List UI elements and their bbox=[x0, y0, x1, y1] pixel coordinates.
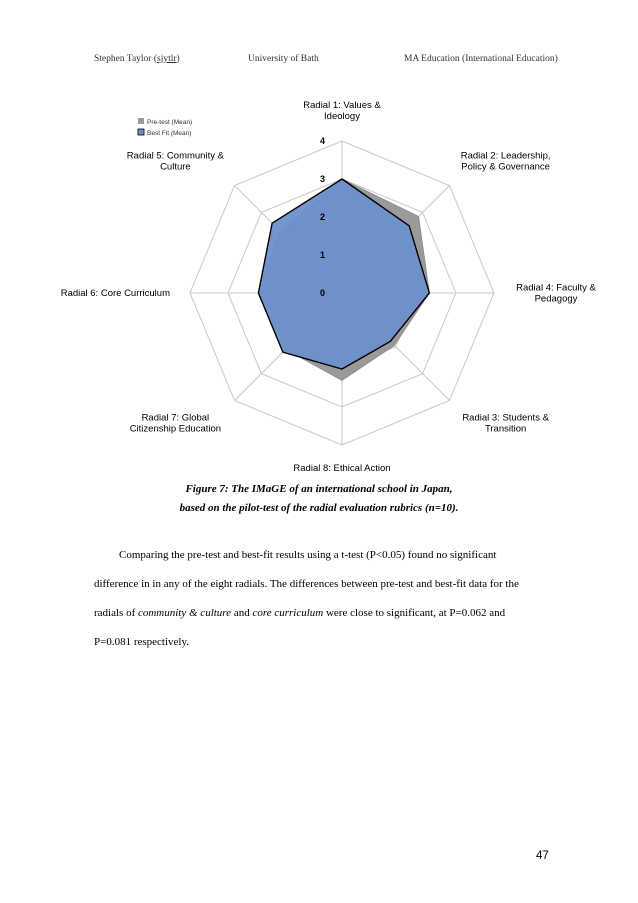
axis-label: Radial 4: Faculty & Pedagogy bbox=[516, 282, 596, 305]
paragraph-line-4: P=0.081 respectively. bbox=[94, 636, 189, 648]
paragraph-line-2: difference in in any of the eight radials. The differences between pre-test and best-fit data for the bbox=[94, 578, 519, 590]
emphasis-community-culture: community & culture bbox=[137, 607, 232, 619]
tick-label: 0 bbox=[320, 288, 326, 298]
page-number: 47 bbox=[536, 850, 549, 862]
author-handle: sjytlr bbox=[157, 54, 177, 64]
axis-label: Radial 3: Students & Transition bbox=[462, 412, 549, 435]
series-best-fit bbox=[258, 179, 429, 369]
chart-legend bbox=[138, 118, 192, 137]
axis-label: Radial 6: Core Curriculum bbox=[60, 288, 170, 299]
tick-label: 3 bbox=[320, 174, 326, 184]
legend-swatch bbox=[138, 129, 144, 135]
header-author: Stephen Taylor (sjytlr) bbox=[94, 54, 180, 64]
chart-series bbox=[258, 179, 429, 380]
paragraph-line-1: Comparing the pre-test and best-fit results using a t-test (P<0.05) found no significant bbox=[119, 549, 497, 561]
tick-label: 4 bbox=[320, 136, 326, 146]
radar-chart bbox=[60, 100, 596, 474]
axis-label: Radial 2: Leadership, Policy & Governance bbox=[460, 150, 551, 173]
axis-label: Radial 1: Values & Ideology bbox=[303, 100, 381, 122]
figure-caption-line-1: Figure 7: The IMaGE of an international school in Japan, bbox=[185, 483, 453, 495]
legend-swatch bbox=[138, 118, 144, 124]
figure-caption-line-2: based on the pilot-test of the radial evaluation rubrics (n=10). bbox=[179, 502, 459, 514]
header-program: MA Education (International Education) bbox=[404, 54, 558, 64]
tick-label: 2 bbox=[320, 212, 326, 222]
axis-label: Radial 8: Ethical Action bbox=[293, 463, 391, 474]
body-paragraph bbox=[94, 541, 544, 657]
emphasis-core-curriculum: core curriculum bbox=[252, 607, 324, 619]
paragraph-line-3: radials of community & culture and core curriculum were close to significant, at P=0.062 and bbox=[94, 607, 506, 619]
header-university: University of Bath bbox=[248, 54, 319, 64]
legend-label: Pre-test (Mean) bbox=[147, 119, 193, 126]
tick-label: 1 bbox=[320, 250, 326, 260]
legend-label: Best Fit (Mean) bbox=[147, 130, 192, 137]
axis-label: Radial 5: Community & Culture bbox=[126, 150, 224, 173]
axis-label: Radial 7: Global Citizenship Education bbox=[129, 412, 222, 435]
